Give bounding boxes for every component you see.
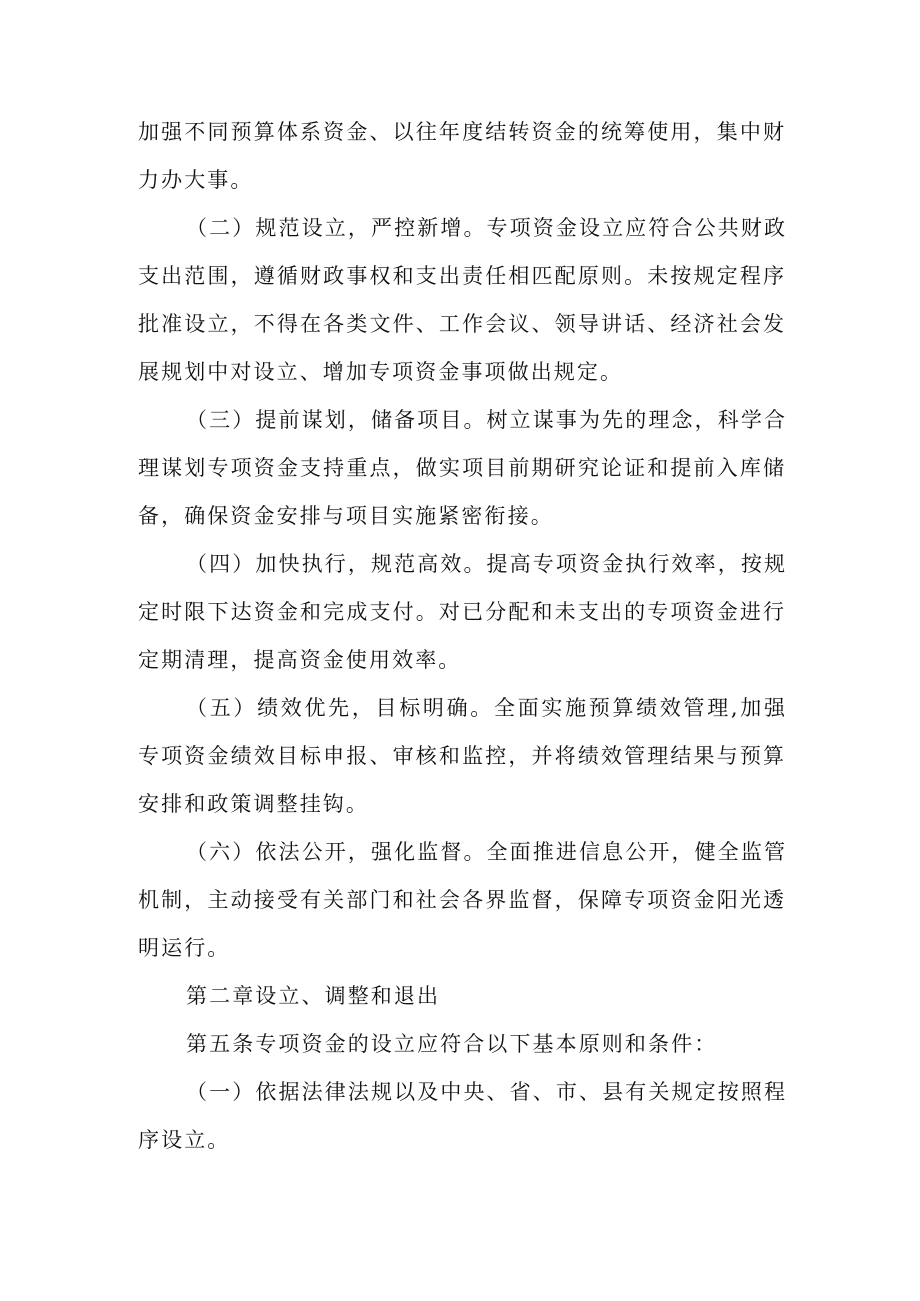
text-line: 安排和政策调整挂钩。 [138, 792, 369, 816]
text-line: （四）加快执行，规范高效。提高专项资金执行效率，按规 [186, 552, 786, 576]
text-line: 展规划中对设立、增加专项资金事项做出规定。 [138, 360, 624, 384]
text-line: （三）提前谋划，储备项目。树立谋事为先的理念，科学合 [186, 408, 786, 432]
paragraph-condition-1 [0, 1068, 920, 1164]
text-line: （二）规范设立，严控新增。专项资金设立应符合公共财政 [186, 216, 786, 240]
text-line: （一）依据法律法规以及中央、省、市、县有关规定按照程 [186, 1080, 786, 1104]
text-line: 批准设立，不得在各类文件、工作会议、领导讲话、经济社会发 [138, 312, 785, 336]
text-line: 第五条专项资金的设立应符合以下基本原则和条件： [186, 1032, 718, 1056]
text-line: 明运行。 [138, 936, 231, 960]
text-line: 定时限下达资金和完成支付。对已分配和未支出的专项资金进行 [138, 600, 785, 624]
paragraph-continued [0, 108, 920, 204]
document-page [0, 108, 920, 1164]
text-line: 支出范围，遵循财政事权和支出责任相匹配原则。未按规定程序 [138, 264, 785, 288]
chapter-heading-text: 第二章设立、调整和退出 [186, 984, 441, 1008]
article-5-intro [0, 1020, 920, 1068]
text-line: 理谋划专项资金支持重点，做实项目前期研究论证和提前入库储 [138, 456, 785, 480]
paragraph-item-2 [0, 204, 920, 396]
text-line: 备，确保资金安排与项目实施紧密衔接。 [138, 504, 554, 528]
text-line: 序设立。 [138, 1128, 231, 1152]
paragraph-item-3 [0, 396, 920, 540]
text-line: 加强不同预算体系资金、以往年度结转资金的统筹使用，集中财 [138, 120, 785, 144]
text-line: 专项资金绩效目标申报、审核和监控，并将绩效管理结果与预算 [138, 744, 785, 768]
text-line: 机制，主动接受有关部门和社会各界监督，保障专项资金阳光透 [138, 888, 785, 912]
text-line: （五）绩效优先，目标明确。全面实施预算绩效管理,加强 [186, 696, 786, 720]
paragraph-item-5 [0, 684, 920, 828]
paragraph-item-6 [0, 828, 920, 972]
text-line: （六）依法公开，强化监督。全面推进信息公开，健全监管 [186, 840, 786, 864]
text-line: 定期清理，提高资金使用效率。 [138, 648, 462, 672]
paragraph-item-4 [0, 540, 920, 684]
chapter-heading [0, 972, 920, 1020]
text-line: 力办大事。 [138, 168, 254, 192]
